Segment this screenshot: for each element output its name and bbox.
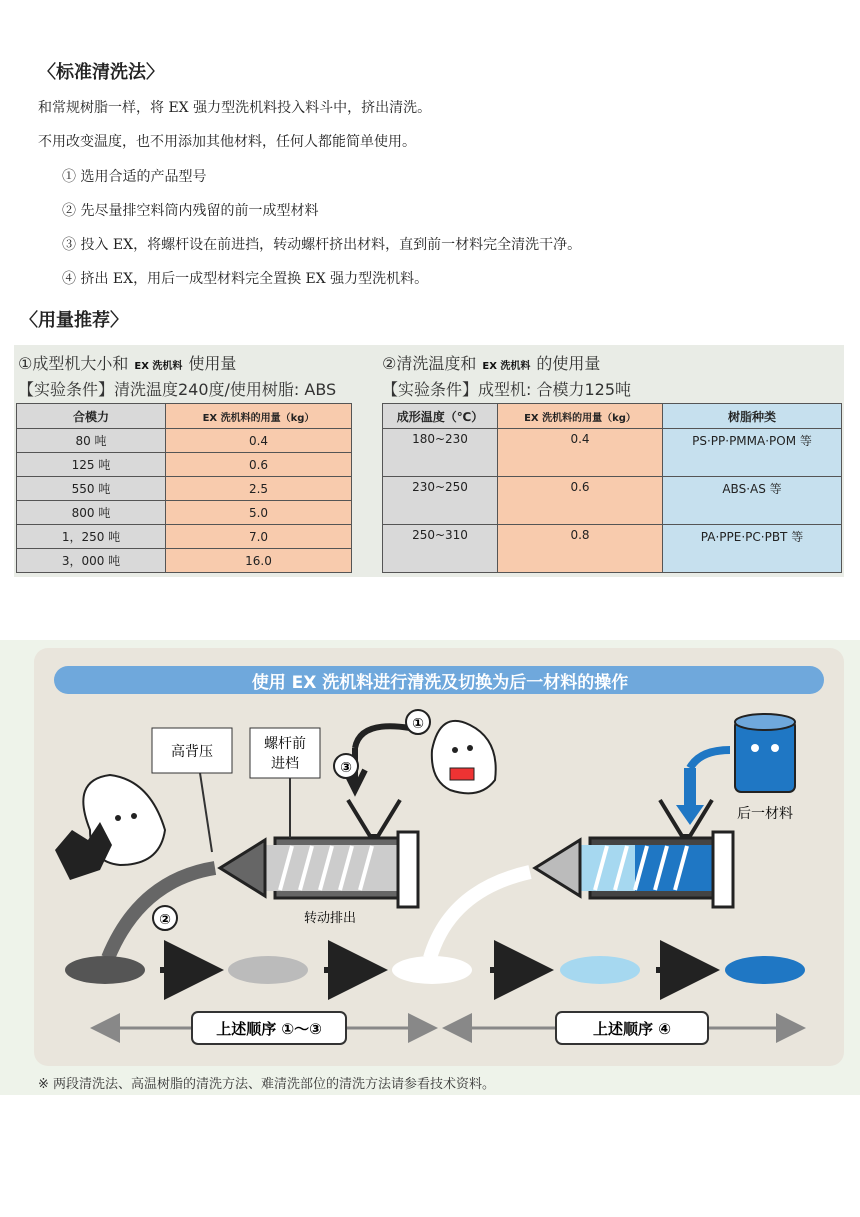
table2-header-resin: 树脂种类 bbox=[663, 404, 842, 429]
puddle-white bbox=[392, 956, 472, 984]
table-cell: 0.4 bbox=[498, 429, 663, 477]
intro-line-2: 不用改变温度，也不用添加其他材料，任何人都能简单使用。 bbox=[38, 134, 416, 150]
table-cell: 5.0 bbox=[166, 501, 352, 525]
num-1-text: ① bbox=[412, 716, 424, 732]
banner-title: 使用 EX 洗机料进行清洗及切换为后一材料的操作 bbox=[251, 673, 629, 693]
dosage-tables-panel bbox=[14, 345, 844, 577]
next-material-label: 后一材料 bbox=[737, 806, 793, 822]
table-cell: 250~310 bbox=[383, 525, 498, 573]
table2-subtitle: 【实验条件】成型机: 合模力125吨 bbox=[382, 380, 632, 399]
table-cell: 0.4 bbox=[166, 429, 352, 453]
rotate-discharge-label: 转动排出 bbox=[303, 911, 357, 926]
puddle-gray bbox=[228, 956, 308, 984]
screw-forward-label-1: 螺杆前 bbox=[264, 736, 306, 752]
table-cell: 125 吨 bbox=[17, 453, 166, 477]
intro-line-1: 和常规树脂一样，将 EX 强力型洗机料投入料斗中，挤出清洗。 bbox=[38, 100, 432, 116]
puddle-light-blue bbox=[560, 956, 640, 984]
cleaning-process-diagram bbox=[0, 640, 860, 1095]
step-4: ④ 挤出 EX，用后一成型材料完全置换 EX 强力型洗机料。 bbox=[62, 271, 429, 287]
step-3: ③ 投入 EX，将螺杆设在前进挡，转动螺杆挤出材料，直到前一材料完全清洗干净。 bbox=[62, 237, 582, 253]
table-cell: 0.6 bbox=[498, 477, 663, 525]
section-title-standard: 〈标准清洗法〉 bbox=[38, 62, 164, 83]
table-cell: 550 吨 bbox=[17, 477, 166, 501]
step-2: ② 先尽量排空料筒内残留的前一成型材料 bbox=[62, 203, 319, 219]
table2 bbox=[382, 403, 842, 573]
step-1: ① 选用合适的产品型号 bbox=[62, 169, 207, 185]
order-1-3-label: 上述顺序 ①～③ bbox=[216, 1020, 322, 1038]
table-cell: PA·PPE·PC·PBT 等 bbox=[663, 525, 842, 573]
table2-header-amount: EX 洗机料的用量（kg） bbox=[498, 404, 663, 429]
table-cell: 2.5 bbox=[166, 477, 352, 501]
puddle-dark bbox=[65, 956, 145, 984]
table2-title: ②清洗温度和 EX 洗机料 的使用量 bbox=[382, 354, 601, 373]
table1 bbox=[16, 403, 352, 573]
process-illustration bbox=[0, 640, 860, 1095]
table-cell: 80 吨 bbox=[17, 429, 166, 453]
table-cell: 1，250 吨 bbox=[17, 525, 166, 549]
next-material-bucket-icon bbox=[735, 714, 795, 792]
table-cell: ABS·AS 等 bbox=[663, 477, 842, 525]
screw-forward-label-2: 进档 bbox=[271, 756, 299, 772]
footnote: ※ 两段清洗法、高温树脂的清洗方法、难清洗部位的清洗方法请参看技术资料。 bbox=[38, 1077, 496, 1092]
section-title-dosage: 〈用量推荐〉 bbox=[20, 310, 128, 331]
table-cell: 180~230 bbox=[383, 429, 498, 477]
table-cell: 230~250 bbox=[383, 477, 498, 525]
num-2-text: ② bbox=[159, 912, 171, 928]
table1-header-amount: EX 洗机料的用量（kg） bbox=[166, 404, 352, 429]
table1-header-force: 合模力 bbox=[17, 404, 166, 429]
puddle-blue bbox=[725, 956, 805, 984]
table-cell: 0.8 bbox=[498, 525, 663, 573]
table-cell: PS·PP·PMMA·POM 等 bbox=[663, 429, 842, 477]
table-cell: 7.0 bbox=[166, 525, 352, 549]
num-3-text: ③ bbox=[340, 760, 352, 776]
table1-subtitle: 【实验条件】清洗温度240度/使用树脂: ABS bbox=[18, 380, 337, 399]
table-cell: 16.0 bbox=[166, 549, 352, 573]
table-cell: 0.6 bbox=[166, 453, 352, 477]
table1-title: ①成型机大小和 EX 洗机料 使用量 bbox=[18, 354, 237, 373]
back-pressure-label: 高背压 bbox=[171, 744, 213, 760]
table-cell: 800 吨 bbox=[17, 501, 166, 525]
table-cell: 3，000 吨 bbox=[17, 549, 166, 573]
table2-header-temp: 成形温度（℃） bbox=[383, 404, 498, 429]
order-4-label: 上述顺序 ④ bbox=[593, 1020, 671, 1038]
